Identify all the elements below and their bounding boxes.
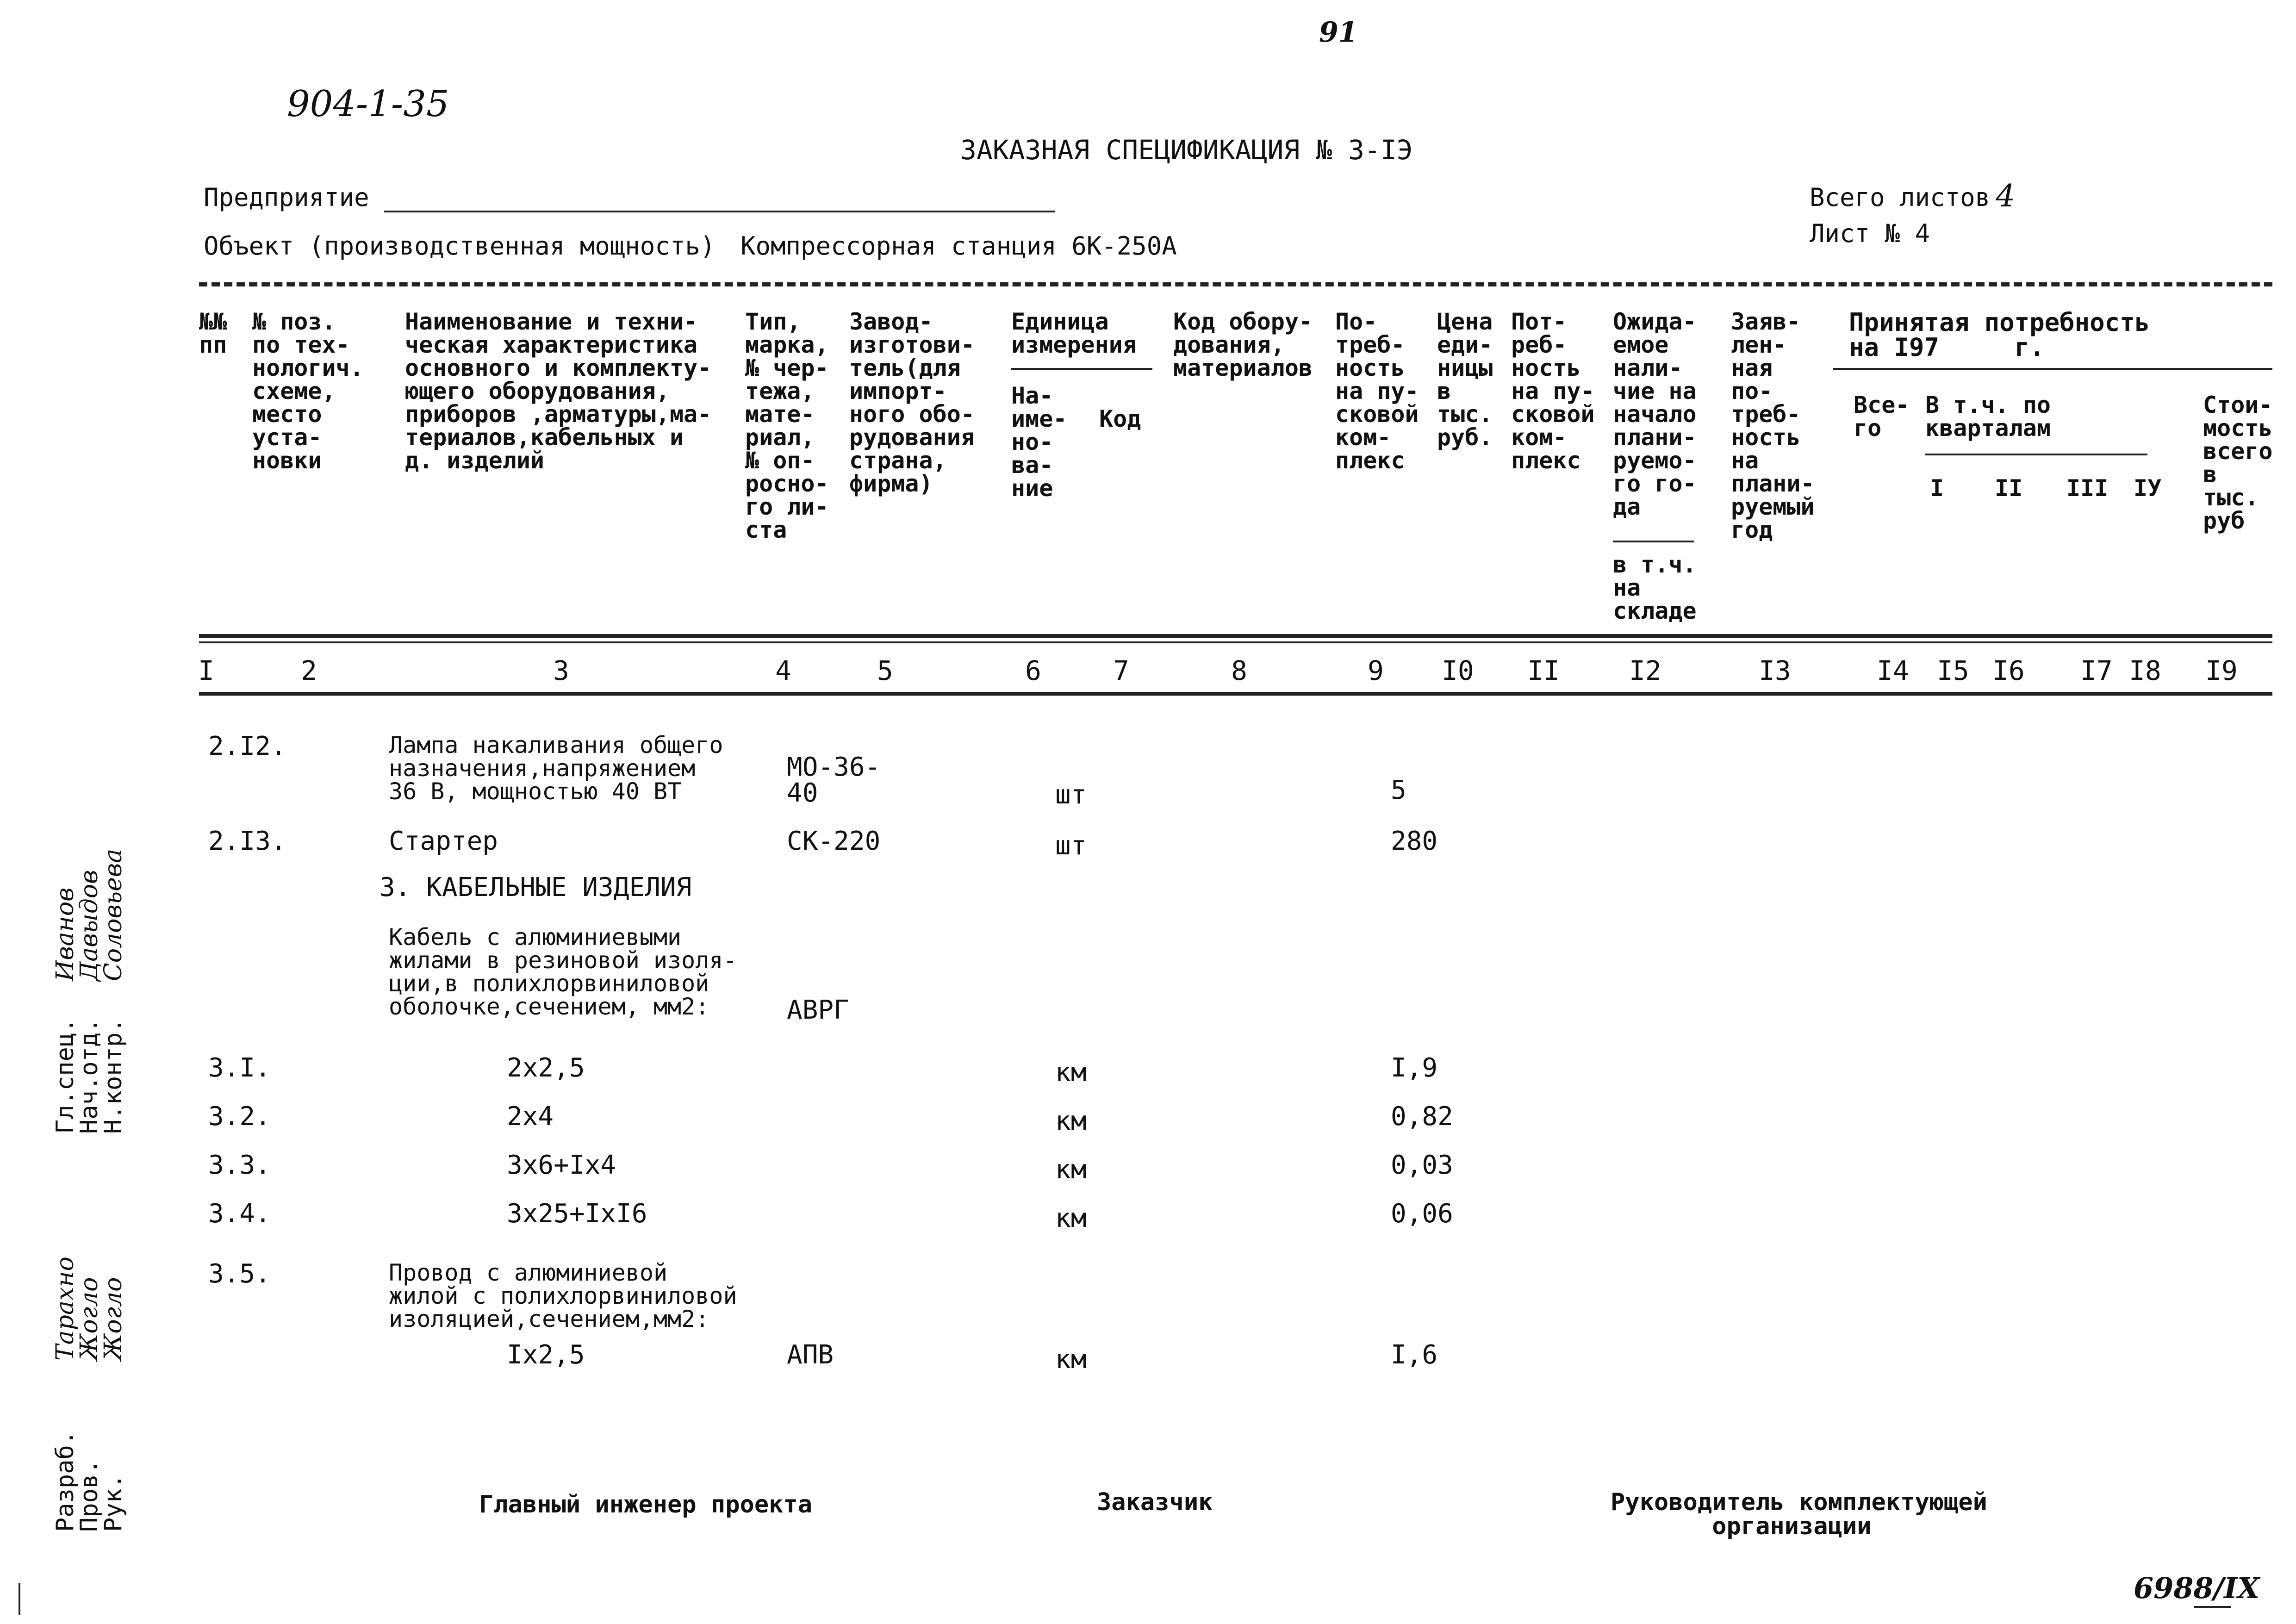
- header-col-11: Пот- реб- ность на пу- сковой ком- плекс: [1511, 308, 1595, 474]
- header-q1: I: [1930, 475, 1944, 502]
- colnum-1: I: [198, 655, 214, 686]
- row-qty: I,9: [1391, 1053, 1438, 1083]
- row-pos: 3.I.: [208, 1053, 271, 1083]
- stamp-underline: [2194, 1606, 2231, 1608]
- row-type: АВРГ: [787, 995, 849, 1025]
- side-stamp-roles: Разраб. Пров. Рук.: [51, 1430, 127, 1532]
- section-heading: 3. КАБЕЛЬНЫЕ ИЗДЕЛИЯ: [380, 872, 692, 902]
- object-value: Компрессорная станция 6К-250А: [740, 231, 1177, 261]
- colnum-18: I8: [2129, 655, 2161, 686]
- row-pos: 3.3.: [208, 1150, 271, 1180]
- side-stamp-names-2: Иванов Давыдов Соловьева: [51, 848, 127, 981]
- footer-chief-engineer: Главный инженер проекта: [479, 1491, 813, 1518]
- colnum-19: I9: [2205, 655, 2238, 686]
- total-sheets-label: Всего листов: [1810, 183, 1991, 212]
- header-col-1: №№ пп: [199, 308, 227, 358]
- row-unit: км: [1055, 1106, 1087, 1136]
- enterprise-underline: [384, 211, 1055, 212]
- row-name: 3х25+IхI6: [507, 1199, 647, 1229]
- header-col-9: По- треб- ность на пу- сковой ком- плекс: [1335, 308, 1419, 474]
- row-qty: 0,03: [1391, 1150, 1453, 1180]
- row-name: Кабель с алюминиевыми жилами в резиновой изоля- ции,в полихлорвиниловой оболочке,сечением, мм2:: [389, 924, 737, 1020]
- row-unit: шт: [1055, 780, 1087, 810]
- header-col-13: Заяв- лен- ная по- треб- ность на плани- руемый год: [1731, 308, 1815, 543]
- row-qty: 5: [1391, 775, 1406, 805]
- row-name: Стартер: [389, 826, 498, 856]
- row-unit: шт: [1055, 831, 1087, 861]
- accepted-rule: [1833, 368, 2272, 370]
- colnum-4: 4: [775, 655, 791, 686]
- quarters-rule: [1925, 454, 2147, 455]
- col-12-rule: [1613, 541, 1694, 542]
- row-qty: I,6: [1391, 1340, 1438, 1370]
- header-col-14: Все- го: [1854, 392, 1910, 442]
- colnum-14: I4: [1877, 655, 1909, 686]
- row-type: МО-36- 40: [787, 752, 881, 808]
- row-type: СК-220: [787, 826, 881, 856]
- row-name: Провод с алюминиевой жилой с полихлорвиниловой изоляцией,сечением,мм2:: [389, 1259, 737, 1332]
- sheet-number: Лист № 4: [1810, 219, 1930, 248]
- row-pos: 3.5.: [208, 1259, 271, 1289]
- row-pos: 3.4.: [208, 1199, 271, 1229]
- colnum-6: 6: [1025, 655, 1041, 686]
- total-sheets-value: 4: [1996, 178, 2015, 214]
- colnum-16: I6: [1992, 655, 2025, 686]
- header-q2: II: [1995, 475, 2023, 502]
- header-top-rule: [199, 282, 2272, 286]
- object-label: Объект (производственная мощность): [204, 231, 716, 261]
- header-accepted: Принятая потребность на I97 г.: [1849, 308, 2150, 362]
- page-number: 91: [1319, 16, 1358, 49]
- colnum-3: 3: [553, 655, 569, 686]
- side-tick-mark: [19, 1583, 20, 1615]
- header-col-10: Цена еди- ницы в тыс. руб.: [1437, 308, 1493, 451]
- colnum-7: 7: [1113, 655, 1129, 686]
- header-col-8: Код обору- дования, материалов: [1173, 308, 1313, 381]
- row-unit: км: [1055, 1155, 1087, 1185]
- row-name: 3х6+Iх4: [507, 1150, 616, 1180]
- row-name: Лампа накаливания общего назначения,напряжением 36 В, мощностью 40 ВТ: [389, 732, 723, 805]
- header-bottom-rule-2: [199, 641, 2272, 643]
- colnum-5: 5: [877, 655, 893, 686]
- colnum-12: I2: [1629, 655, 1661, 686]
- unit-group-rule: [1011, 368, 1152, 370]
- row-unit: км: [1055, 1058, 1087, 1088]
- archive-stamp: 6988/IX: [2134, 1571, 2260, 1605]
- side-stamp-names: Тарахно Жогло Жогло: [51, 1257, 127, 1361]
- footer-customer: Заказчик: [1097, 1488, 1213, 1516]
- row-qty: 0,06: [1391, 1199, 1453, 1229]
- row-pos: 2.I3.: [208, 826, 286, 856]
- header-col-12: Ожида- емое нали- чие на начало плани- руемо- го го- да: [1613, 308, 1697, 520]
- colnum-10: I0: [1442, 655, 1474, 686]
- header-q4: IУ: [2134, 475, 2162, 502]
- row-unit: км: [1055, 1203, 1087, 1233]
- header-col-19: Стои- мость всего в тыс. руб: [2203, 392, 2273, 534]
- document-title: ЗАКАЗНАЯ СПЕЦИФИКАЦИЯ № 3-IЭ: [960, 134, 1413, 166]
- row-name: 2х4: [507, 1101, 554, 1132]
- header-col-3: Наименование и техни- ческая характеристика основного и комплекту- ющего оборудования, приборов ,арматуры,ма- териалов,кабельных и д. изделий: [405, 308, 712, 474]
- header-col-6: На- име- но- ва- ние: [1011, 382, 1067, 502]
- header-bottom-rule-1: [199, 634, 2272, 638]
- header-col-12-stock: в т.ч. на складе: [1613, 551, 1697, 624]
- colnum-9: 9: [1368, 655, 1384, 686]
- document-code: 904-1-35: [287, 83, 449, 125]
- header-quarters: В т.ч. по кварталам: [1925, 392, 2051, 442]
- colnum-bottom-rule: [199, 692, 2272, 696]
- header-col-5: Завод- изготови- тель(для импорт- ного обо- рудования страна, фирма): [849, 308, 975, 497]
- footer-supplier-head: Руководитель комплектующей организации: [1611, 1488, 1987, 1540]
- row-pos: 3.2.: [208, 1101, 271, 1132]
- row-pos: 2.I2.: [208, 731, 286, 761]
- row-name: 2х2,5: [507, 1053, 585, 1083]
- row-qty: 280: [1391, 826, 1438, 856]
- row-unit: км: [1055, 1344, 1087, 1375]
- side-stamp-positions: Гл.спец. Нач.отд. Н.контр.: [51, 1018, 127, 1134]
- colnum-2: 2: [301, 655, 317, 686]
- header-q3: III: [2066, 475, 2109, 502]
- header-col-2: № поз. по тех- нологич. схеме, место уста- новки: [252, 308, 364, 474]
- colnum-11: II: [1527, 655, 1560, 686]
- colnum-13: I3: [1759, 655, 1791, 686]
- row-name: Iх2,5: [507, 1340, 585, 1370]
- colnum-17: I7: [2080, 655, 2113, 686]
- row-type: АПВ: [787, 1340, 834, 1370]
- header-col-7: Код: [1099, 405, 1141, 432]
- row-qty: 0,82: [1391, 1101, 1453, 1132]
- header-col-4: Тип, марка, № чер- тежа, мате- риал, № оп- росно- го ли- ста: [745, 308, 829, 543]
- colnum-15: I5: [1937, 655, 1969, 686]
- header-unit-group: Единица измерения: [1011, 308, 1137, 358]
- enterprise-label: Предприятие: [204, 183, 369, 212]
- colnum-8: 8: [1231, 655, 1247, 686]
